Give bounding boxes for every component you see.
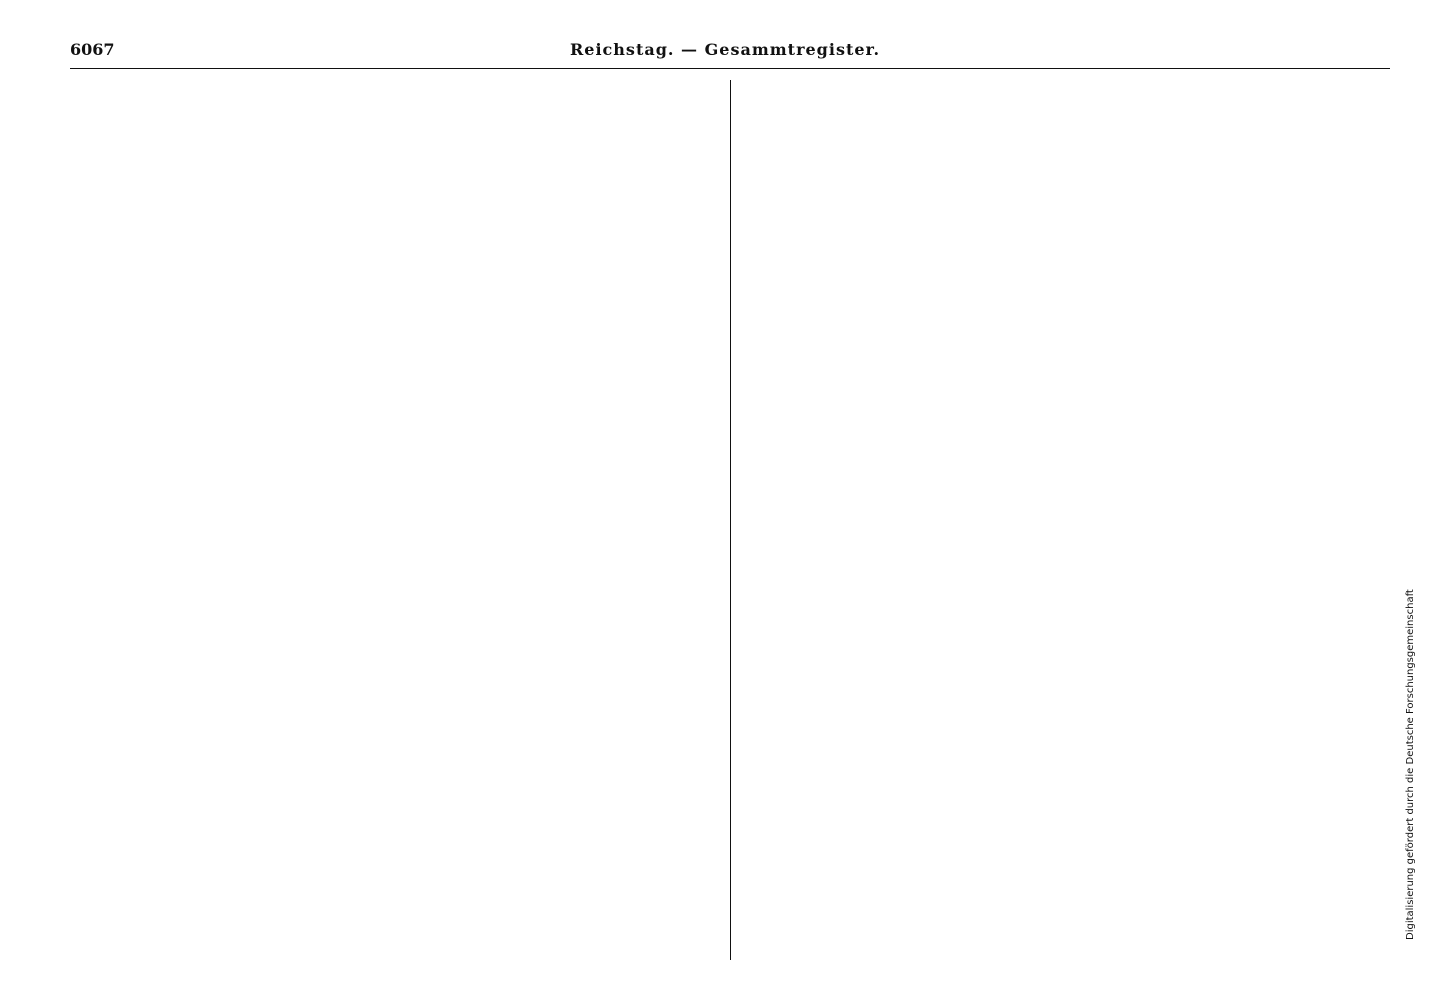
- left-column: [70, 80, 710, 960]
- running-head: Reichstag. — Gesammtregister.: [570, 40, 881, 59]
- column-divider: [730, 80, 731, 960]
- digitisation-note: Digitalisierung gefördert durch die Deutsche Forschungsgemeinschaft: [1405, 589, 1416, 940]
- page-number: 6067: [70, 40, 115, 59]
- header-rule: [70, 68, 1390, 69]
- register-page: [70, 40, 1390, 970]
- right-column: [750, 80, 1390, 960]
